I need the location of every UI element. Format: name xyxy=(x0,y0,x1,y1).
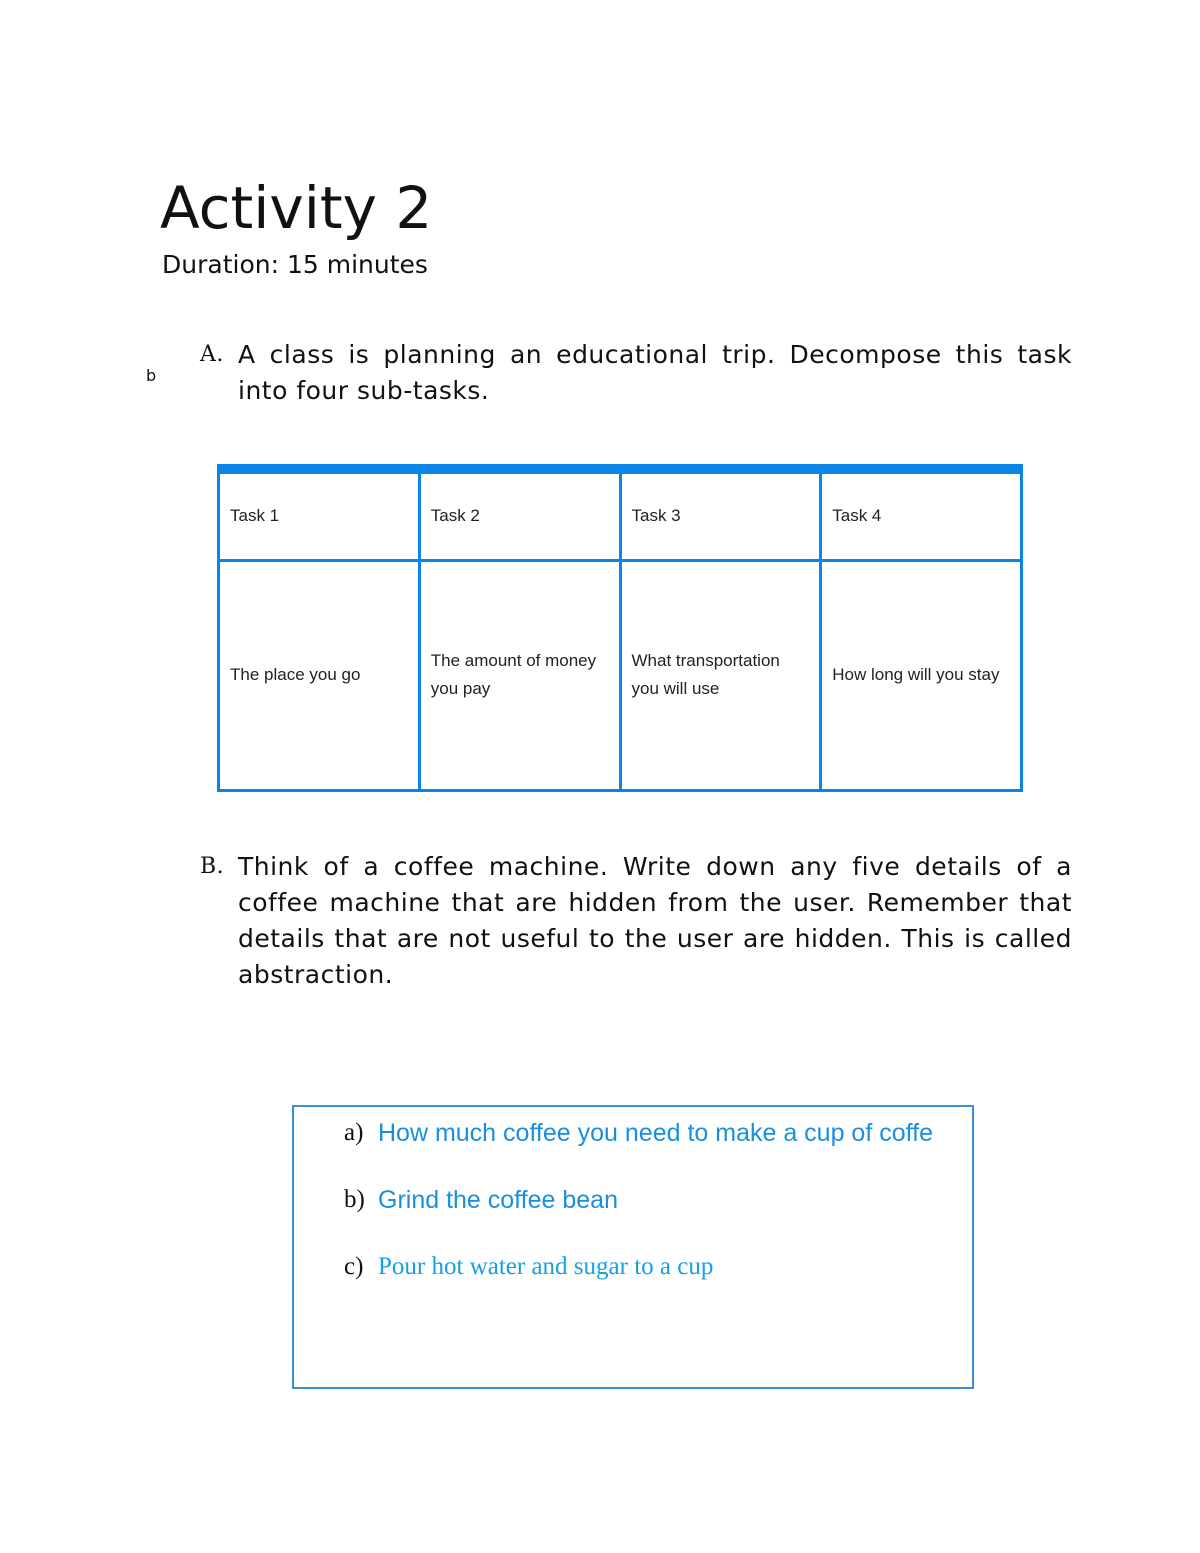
task-cell-1: The place you go xyxy=(219,560,420,790)
question-b xyxy=(200,849,1072,993)
task-table-header-row xyxy=(219,469,1022,560)
answer-label: b) xyxy=(344,1186,365,1213)
task-cell-3: What transportation you will use xyxy=(620,560,821,790)
task-cell-2: The amount of money you pay xyxy=(419,560,620,790)
question-a-letter: A. xyxy=(200,342,224,367)
question-b-letter: B. xyxy=(200,854,225,879)
task-header-3: Task 3 xyxy=(620,469,821,560)
task-table-row xyxy=(219,560,1022,790)
task-header-2: Task 2 xyxy=(419,469,620,560)
answer-box xyxy=(292,1105,974,1389)
question-b-text: Think of a coffee machine. Write down any five details of a coffee machine that are hidden from the user. Remember that details that are not useful to the user are hidden. This is called abstraction. xyxy=(238,852,1072,989)
question-a-text: A class is planning an educational trip. Decompose this task into four sub-tasks. xyxy=(238,340,1072,405)
answer-text: Grind the coffee bean xyxy=(378,1186,618,1214)
duration-text: Duration: 15 minutes xyxy=(162,250,428,279)
answer-label: c) xyxy=(344,1253,364,1280)
answer-text: Pour hot water and sugar to a cup xyxy=(378,1253,714,1280)
stray-mark: b xyxy=(146,366,157,385)
task-header-4: Task 4 xyxy=(821,469,1022,560)
answer-text: How much coffee you need to make a cup of coffe xyxy=(378,1119,933,1147)
answer-label: a) xyxy=(344,1119,364,1146)
task-table xyxy=(217,464,1023,792)
page-title: Activity 2 xyxy=(160,174,433,242)
question-a xyxy=(200,337,1072,409)
task-cell-4: How long will you stay xyxy=(821,560,1022,790)
task-header-1: Task 1 xyxy=(219,469,420,560)
